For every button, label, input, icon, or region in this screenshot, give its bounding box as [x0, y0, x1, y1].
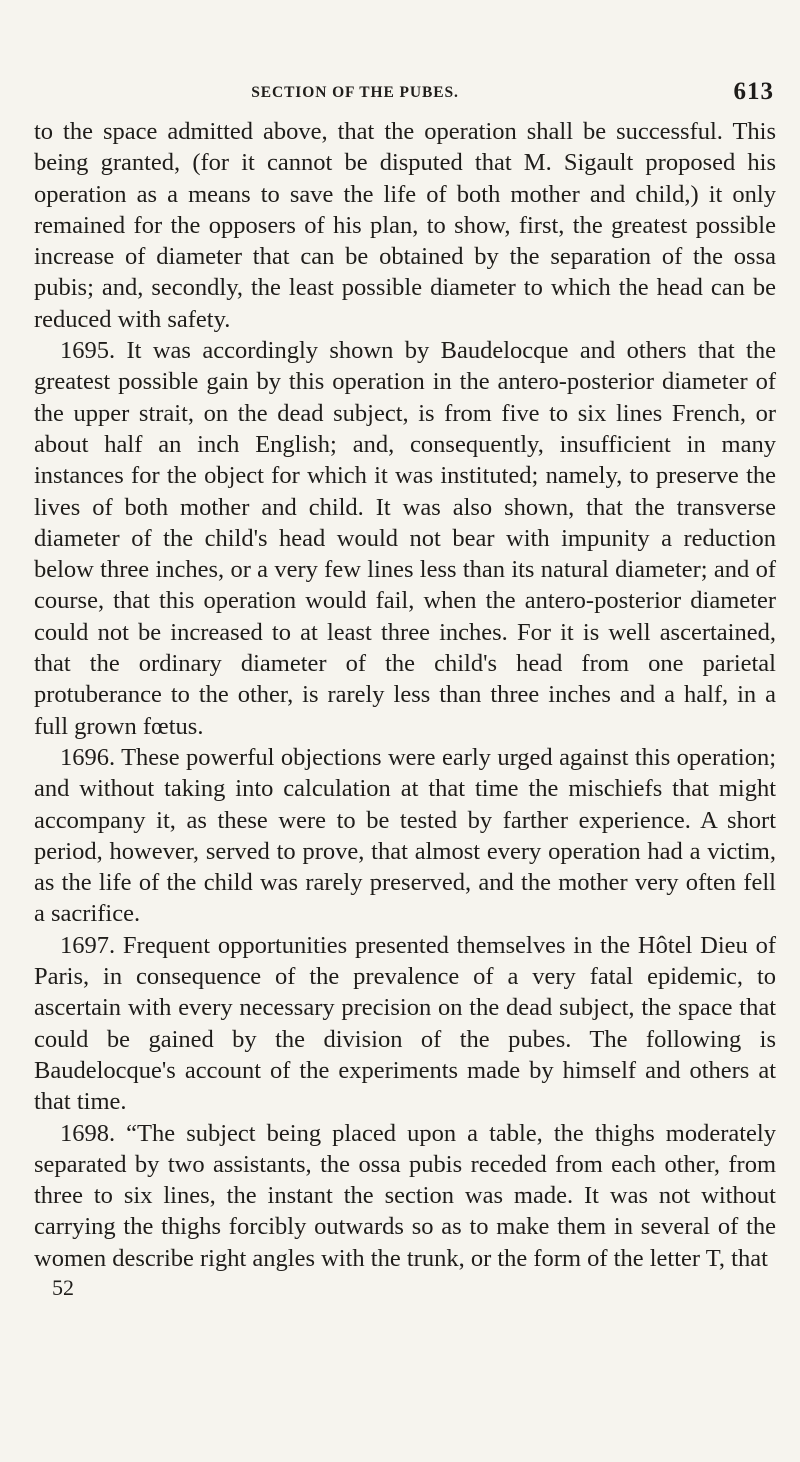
body-text — [34, 116, 776, 1274]
paragraph-1698: 1698. “The subject being placed upon a table, the thighs moderately separated by two assistants, the ossa pubis receded from each other, from three to six lines, the instant the section was made. It was not without carrying the thighs forcibly outwards so as to make them in several of the women describe right angles with the trunk, or the form of the letter T, that — [34, 1119, 776, 1272]
page-number: 613 — [733, 78, 774, 105]
paragraph-1695: 1695. It was accordingly shown by Baudelocque and others that the greatest possible gain by this operation in the antero-posterior diameter of the upper strait, on the dead subject, is from five to six lines French, or about half an inch English; and, consequently, insufficient in many instances for the object for which it was instituted; namely, to preserve the lives of both mother and child. It was also shown, that the transverse diameter of the child's head would not bear with impunity a reduction below three inches, or a very few lines less than its natural diameter; and of course, that this operation would fail, when the antero-posterior diameter could not be increased to at least three inches. For it is well ascertained, that the ordinary diameter of the child's head from one parietal protuberance to the other, is rarely less than three inches and a half, in a full grown fœtus. — [34, 337, 776, 740]
paragraph-1696: 1696. These powerful objections were early urged against this operation; and without taking into calculation at that time the mischiefs that might accompany it, as these were to be tested by farther experience. A short period, however, served to prove, that almost every operation had a victim, as the life of the child was rarely preserved, and the mother very often fell a sacrifice. — [34, 743, 776, 928]
running-title: SECTION OF THE PUBES. — [251, 84, 459, 101]
running-head — [34, 0, 776, 110]
paragraph-1697: 1697. Frequent opportunities presented themselves in the Hôtel Dieu of Paris, in consequence of the prevalence of a very fatal epidemic, to ascertain with every necessary precision on the dead subject, the space that could be gained by the division of the pubes. The following is Baudelocque's account of the experiments made by himself and others at that time. — [34, 931, 776, 1116]
paragraph-continuation: to the space admitted above, that the operation shall be successful. This being granted, (for it cannot be disputed that M. Sigault proposed his operation as a means to save the life of both mother and child,) it only remained for the opposers of his plan, to show, first, the greatest possible increase of diameter that can be obtained by the separation of the ossa pubis; and, secondly, the least possible diameter to which the head can be reduced with safety. — [34, 118, 776, 333]
signature-mark: 52 — [52, 1274, 74, 1300]
book-page — [34, 0, 776, 1462]
